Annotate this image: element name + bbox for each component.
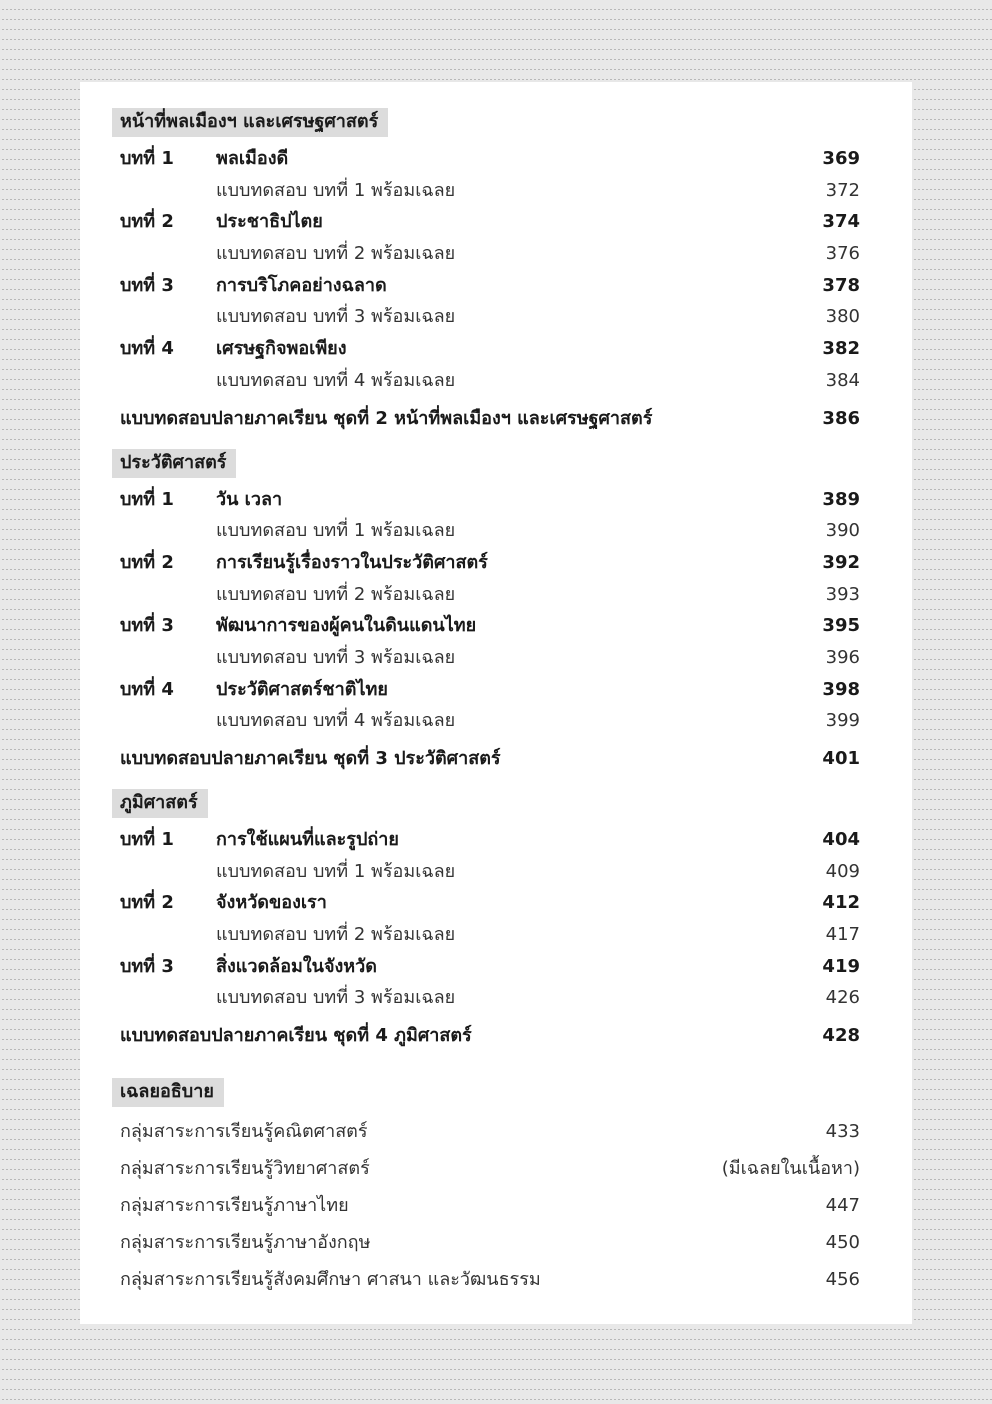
chapter-label: บทที่ 4 <box>120 338 174 360</box>
answer-title: กลุ่มสาระการเรียนรู้วิทยาศาสตร์ <box>120 1158 370 1180</box>
quiz-row[interactable] <box>120 515 860 547</box>
quiz-title: แบบทดสอบ บทที่ 2 พร้อมเฉลย <box>216 924 456 946</box>
chapter-title: วัน เวลา <box>216 488 283 510</box>
page-number: 404 <box>822 829 860 850</box>
chapter-label: บทที่ 2 <box>120 211 174 233</box>
page-number: 390 <box>825 520 860 542</box>
page-number: 378 <box>822 274 860 296</box>
chapter-label: บทที่ 2 <box>120 892 174 914</box>
answer-row[interactable] <box>120 1113 860 1150</box>
page-number: 386 <box>822 407 860 429</box>
chapter-row[interactable] <box>120 887 860 919</box>
page-number: 384 <box>825 369 860 391</box>
page-number: 450 <box>825 1232 860 1254</box>
page-number: 433 <box>825 1121 860 1143</box>
page-number: 374 <box>822 211 860 233</box>
quiz-row[interactable] <box>120 365 860 397</box>
chapter-label: บทที่ 1 <box>120 488 174 510</box>
answer-row[interactable] <box>120 1224 860 1261</box>
page-number: 376 <box>825 243 860 265</box>
page-number: 396 <box>825 646 860 668</box>
chapter-title: พลเมืองดี <box>216 148 289 169</box>
final-exam-title: แบบทดสอบปลายภาคเรียน ชุดที่ 2 หน้าที่พลเมืองฯ และเศรษฐศาสตร์ <box>120 407 653 429</box>
section-heading: ภูมิศาสตร์ <box>112 789 208 818</box>
quiz-row[interactable] <box>120 175 860 207</box>
chapter-label: บทที่ 3 <box>120 274 174 296</box>
quiz-title: แบบทดสอบ บทที่ 1 พร้อมเฉลย <box>216 179 456 201</box>
quiz-row[interactable] <box>120 919 860 951</box>
chapter-title: ประชาธิปไตย <box>216 211 323 233</box>
chapter-label: บทที่ 3 <box>120 615 174 637</box>
quiz-row[interactable] <box>120 238 860 270</box>
chapter-label: บทที่ 4 <box>120 678 174 700</box>
answer-row[interactable] <box>120 1187 860 1224</box>
quiz-title: แบบทดสอบ บทที่ 4 พร้อมเฉลย <box>216 369 456 391</box>
chapter-title: ประวัติศาสตร์ชาติไทย <box>216 678 388 700</box>
chapter-label: บทที่ 1 <box>120 829 174 850</box>
chapter-row[interactable] <box>120 610 860 642</box>
quiz-row[interactable] <box>120 856 860 888</box>
answer-title: กลุ่มสาระการเรียนรู้คณิตศาสตร์ <box>120 1121 368 1143</box>
page-number: 372 <box>825 179 860 201</box>
final-exam-title: แบบทดสอบปลายภาคเรียน ชุดที่ 3 ประวัติศาสตร์ <box>120 748 501 769</box>
section-heading: หน้าที่พลเมืองฯ และเศรษฐศาสตร์ <box>112 108 388 137</box>
section-heading: ประวัติศาสตร์ <box>112 449 236 478</box>
chapter-title: การบริโภคอย่างฉลาด <box>216 274 387 296</box>
chapter-row[interactable] <box>120 824 860 856</box>
section-heading: เฉลยอธิบาย <box>112 1078 224 1107</box>
chapter-row[interactable] <box>120 143 860 175</box>
final-exam-title: แบบทดสอบปลายภาคเรียน ชุดที่ 4 ภูมิศาสตร์ <box>120 1025 472 1047</box>
page-number: 399 <box>825 710 860 732</box>
page-number: 382 <box>822 338 860 360</box>
chapter-row[interactable] <box>120 206 860 238</box>
chapter-label: บทที่ 3 <box>120 955 174 977</box>
chapter-title: การใช้แผนที่และรูปถ่าย <box>216 829 399 850</box>
quiz-title: แบบทดสอบ บทที่ 3 พร้อมเฉลย <box>216 646 456 668</box>
page-number: (มีเฉลยในเนื้อหา) <box>721 1158 860 1180</box>
chapter-title: สิ่งแวดล้อมในจังหวัด <box>216 955 377 977</box>
answer-title: กลุ่มสาระการเรียนรู้สังคมศึกษา ศาสนา และวัฒนธรรม <box>120 1269 541 1291</box>
quiz-title: แบบทดสอบ บทที่ 2 พร้อมเฉลย <box>216 243 456 265</box>
chapter-row[interactable] <box>120 270 860 302</box>
page-number: 380 <box>825 306 860 328</box>
quiz-row[interactable] <box>120 642 860 674</box>
page-number: 392 <box>822 551 860 573</box>
quiz-row[interactable] <box>120 301 860 333</box>
page-number: 426 <box>825 987 860 1009</box>
final-exam-row[interactable] <box>120 403 860 435</box>
chapter-label: บทที่ 1 <box>120 148 174 169</box>
page-number: 412 <box>822 892 860 914</box>
answer-row[interactable] <box>120 1261 860 1298</box>
page-number: 389 <box>822 488 860 510</box>
quiz-row[interactable] <box>120 705 860 737</box>
page-number: 393 <box>825 583 860 605</box>
page-number: 398 <box>822 678 860 700</box>
quiz-row[interactable] <box>120 579 860 611</box>
chapter-title: จังหวัดของเรา <box>216 892 327 914</box>
page-number: 419 <box>822 955 860 977</box>
table-of-contents <box>120 108 860 1298</box>
final-exam-row[interactable] <box>120 743 860 775</box>
chapter-row[interactable] <box>120 547 860 579</box>
page-number: 428 <box>822 1025 860 1047</box>
quiz-title: แบบทดสอบ บทที่ 3 พร้อมเฉลย <box>216 987 456 1009</box>
answer-title: กลุ่มสาระการเรียนรู้ภาษาไทย <box>120 1195 349 1217</box>
page-number: 395 <box>822 615 860 637</box>
chapter-title: การเรียนรู้เรื่องราวในประวัติศาสตร์ <box>216 551 488 573</box>
quiz-title: แบบทดสอบ บทที่ 1 พร้อมเฉลย <box>216 860 456 882</box>
answer-row[interactable] <box>120 1150 860 1187</box>
page-number: 409 <box>825 860 860 882</box>
chapter-row[interactable] <box>120 674 860 706</box>
page-number: 417 <box>825 924 860 946</box>
chapter-label: บทที่ 2 <box>120 551 174 573</box>
page-number: 447 <box>825 1195 860 1217</box>
quiz-title: แบบทดสอบ บทที่ 2 พร้อมเฉลย <box>216 583 456 605</box>
document-page <box>80 82 912 1324</box>
quiz-title: แบบทดสอบ บทที่ 4 พร้อมเฉลย <box>216 710 456 732</box>
chapter-title: พัฒนาการของผู้คนในดินแดนไทย <box>216 615 477 637</box>
final-exam-row[interactable] <box>120 1020 860 1052</box>
answer-title: กลุ่มสาระการเรียนรู้ภาษาอังกฤษ <box>120 1232 371 1254</box>
quiz-title: แบบทดสอบ บทที่ 3 พร้อมเฉลย <box>216 306 456 328</box>
chapter-row[interactable] <box>120 484 860 516</box>
page-number: 456 <box>825 1269 860 1291</box>
page-number: 369 <box>822 148 860 169</box>
chapter-title: เศรษฐกิจพอเพียง <box>216 338 347 360</box>
quiz-title: แบบทดสอบ บทที่ 1 พร้อมเฉลย <box>216 520 456 542</box>
chapter-row[interactable] <box>120 951 860 983</box>
quiz-row[interactable] <box>120 982 860 1014</box>
page-number: 401 <box>822 748 860 769</box>
chapter-row[interactable] <box>120 333 860 365</box>
